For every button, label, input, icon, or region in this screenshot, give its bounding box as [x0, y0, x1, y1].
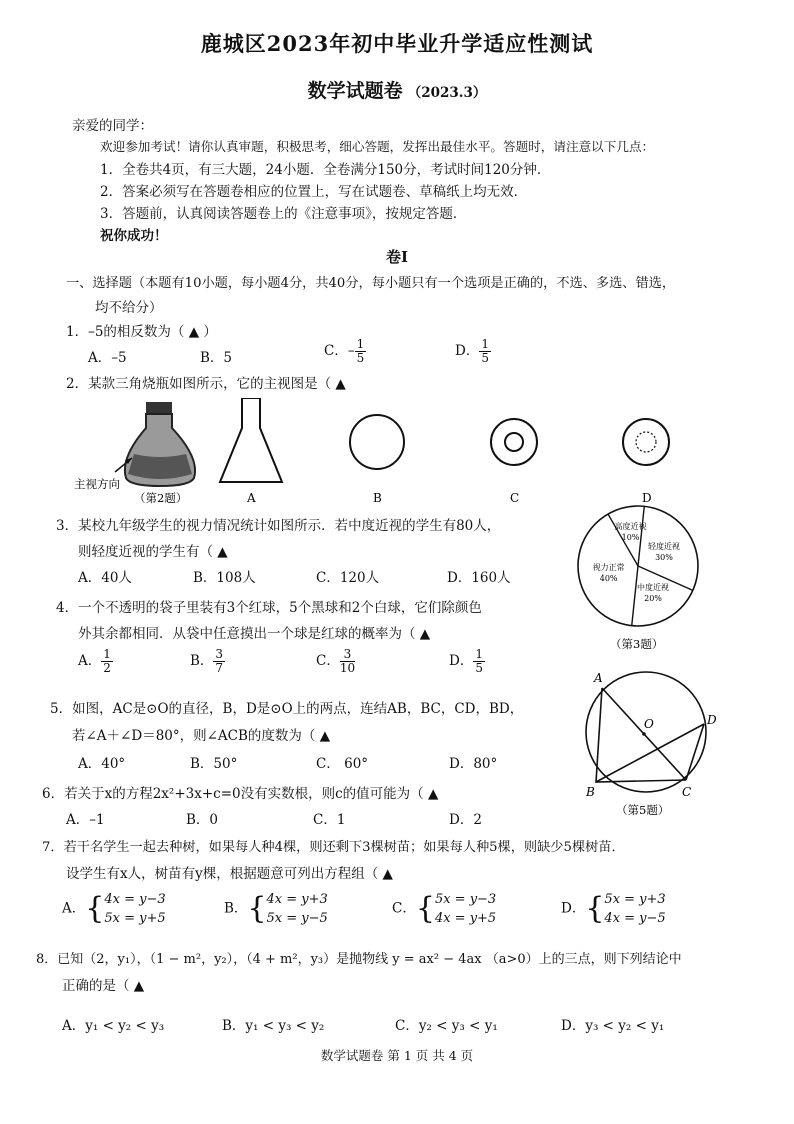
flask-photo-figure: [115, 402, 195, 486]
point-o-label: O: [644, 717, 654, 731]
q1-c-fraction: $\frac{1}{5}$: [356, 337, 365, 365]
q3-option-a: A．40人: [78, 570, 132, 586]
q6-option-a: A．–1: [66, 812, 105, 828]
q2-figures: [70, 398, 730, 508]
section1-instructions-2: 均不给分）: [95, 300, 163, 316]
q3-fig-caption: （第3题）: [610, 637, 664, 651]
exam-date: （2023.3）: [407, 85, 487, 101]
q5-option-c: C． 60°: [316, 756, 369, 772]
q2-label-d: D: [642, 491, 652, 505]
pie-slice-name: 轻度近视: [647, 542, 680, 551]
view-direction-label: 主视方向: [74, 477, 120, 491]
q4-option-c: C． $\frac{3}{10}$: [316, 647, 356, 675]
q3-stem-2: 则轻度近视的学生有（ ▲: [78, 544, 228, 560]
q7-stem-1: 7．若干名学生一起去种树，如果每人种4棵，则还剩下3棵树苗；如果每人种5棵，则缺少5棵树苗．: [42, 840, 625, 855]
point-b-label: B: [586, 785, 595, 799]
intro-line-4: 3．答题前，认真阅读答题卷上的《注意事项》，按规定答题．: [100, 206, 467, 222]
pie-slice-percent: 10%: [621, 532, 640, 542]
q5-fig-caption: （第5题）: [616, 803, 670, 817]
q5-circle-figure: [576, 668, 726, 820]
q3-option-c: C．120人: [316, 570, 380, 586]
q5-stem-2: 若∠A＋∠D＝80°，则∠ACB的度数为（ ▲: [72, 728, 331, 744]
q6-option-b: B．0: [186, 812, 219, 828]
q6-option-c: C．1: [313, 812, 346, 828]
q8-stem-1: 8．已知（2，y₁），（1 − m²，y₂），（4 + m²，y₃）是抛物线 y = ax² − 4ax （a>0）上的三点，则下列结论中: [36, 952, 682, 967]
q1-option-c: C．– $\frac{1}{5}$: [324, 337, 365, 365]
q6-stem: 6．若关于x的方程2x²+3x+c=0没有实数根，则c的值可能为（ ▲: [42, 786, 439, 802]
q5-option-d: D．80°: [449, 756, 498, 772]
q4-option-a: A． $\frac{1}{2}$: [78, 647, 111, 675]
q7-stem-2: 设学生有x人，树苗有y棵，根据题意可列出方程组（ ▲: [66, 866, 393, 882]
q2-label-b: B: [373, 491, 382, 505]
pie-slice-name: 视力正常: [592, 563, 625, 573]
pie-slice-percent: 30%: [655, 553, 673, 562]
pie-slice-name: 中度近视: [637, 582, 669, 592]
q1-stem: 1．–5的相反数为（ ▲ ）: [66, 324, 217, 340]
pie-slice-boundary: [632, 566, 638, 626]
q8-option-c: C．y₂ < y₃ < y₁: [395, 1018, 498, 1034]
q8-stem-2: 正确的是（ ▲: [62, 978, 145, 994]
q7-option-a: A．{ 4x = y−3 5x = y+5: [62, 891, 166, 926]
q3-option-b: B．108人: [193, 570, 256, 586]
option-c-inner-circle: [505, 433, 523, 451]
pie-slice-name: 高度近视: [614, 521, 647, 531]
q7-option-c: C．{ 5x = y−3 4x = y+5: [392, 891, 497, 926]
segments-ab-bc: [596, 688, 686, 782]
q3-option-d: D．160人: [447, 570, 511, 586]
center-dot: [642, 732, 646, 736]
option-b-circle: [350, 415, 404, 469]
q3-pie-chart: [570, 500, 706, 652]
q1-d-fraction: $\frac{1}{5}$: [481, 337, 489, 365]
q5-option-a: A．40°: [78, 756, 126, 772]
exam-subtitle: [0, 76, 794, 103]
q2-fig-caption: （第2题）: [134, 491, 188, 505]
q4-stem-2: 外其余都相同．从袋中任意摸出一个球是红球的概率为（ ▲: [78, 626, 431, 642]
q2-stem: 2．某款三角烧瓶如图所示，它的主视图是（ ▲: [66, 376, 346, 392]
volume-heading: 卷Ⅰ: [385, 248, 409, 266]
subtitle-text: 数学试题卷: [307, 80, 403, 102]
q8-option-a: A．y₁ < y₂ < y₃: [62, 1018, 165, 1034]
q5-option-b: B．50°: [190, 756, 238, 772]
exam-title: 鹿城区2023年初中毕业升学适应性测试: [200, 31, 594, 56]
q5-stem-1: 5．如图，AC是⊙O的直径，B，D是⊙O上的两点，连结AB，BC，CD，BD，: [50, 701, 524, 717]
q7-option-d: D．{ 5x = y+3 4x = y−5: [561, 891, 666, 926]
q2-label-a: A: [247, 491, 256, 505]
q7-option-b: B．{ 4x = y+3 5x = y−5: [224, 891, 328, 926]
intro-line-1: 欢迎参加考试！请你认真审题，积极思考，细心答题，发挥出最佳水平。答题时，请注意以下几点：: [100, 139, 655, 154]
intro-greeting: 亲爱的同学：: [72, 118, 153, 134]
point-c-label: C: [682, 785, 692, 799]
point-a-label: A: [594, 671, 603, 685]
q4-stem-1: 4．一个不透明的袋子里装有3个红球，5个黑球和2个白球，它们除颜色: [56, 600, 482, 616]
q1-option-d: D． $\frac{1}{5}$: [455, 337, 489, 365]
q4-option-b: B． $\frac{3}{7}$: [190, 647, 224, 675]
option-d-dashed-circle: [636, 432, 656, 452]
intro-line-2: 1．全卷共4页，有三大题，24小题．全卷满分150分，考试时间120分钟．: [100, 162, 551, 178]
q8-option-b: B．y₁ < y₃ < y₂: [222, 1018, 325, 1034]
intro-closing: 祝你成功！: [100, 228, 168, 244]
q2-label-c: C: [510, 491, 520, 505]
point-d-label: D: [707, 713, 717, 727]
option-a-flask-outline: [220, 398, 282, 482]
q8-option-d: D．y₃ < y₂ < y₁: [561, 1018, 665, 1034]
q1-option-a: A．–5: [88, 350, 127, 366]
intro-line-3: 2．答案必须写在答题卷相应的位置上，写在试题卷、草稿纸上均无效．: [100, 184, 528, 200]
q6-option-d: D．2: [449, 812, 482, 828]
pie-slice-percent: 20%: [644, 593, 662, 603]
page-footer: 数学试题卷 第 1 页 共 4 页: [320, 1048, 474, 1063]
q1-option-b: B．5: [200, 350, 233, 366]
pie-slice-percent: 40%: [599, 574, 618, 584]
q3-stem-1: 3．某校九年级学生的视力情况统计如图所示．若中度近视的学生有80人，: [56, 518, 501, 534]
option-d-outer-circle: [623, 419, 669, 465]
section1-instructions-1: 一、选择题（本题有10小题，每小题4分，共40分，每小题只有一个选项是正确的，不选、多选、错选，: [66, 276, 676, 291]
option-c-outer-circle: [491, 419, 537, 465]
q4-option-d: D． $\frac{1}{5}$: [449, 647, 483, 675]
